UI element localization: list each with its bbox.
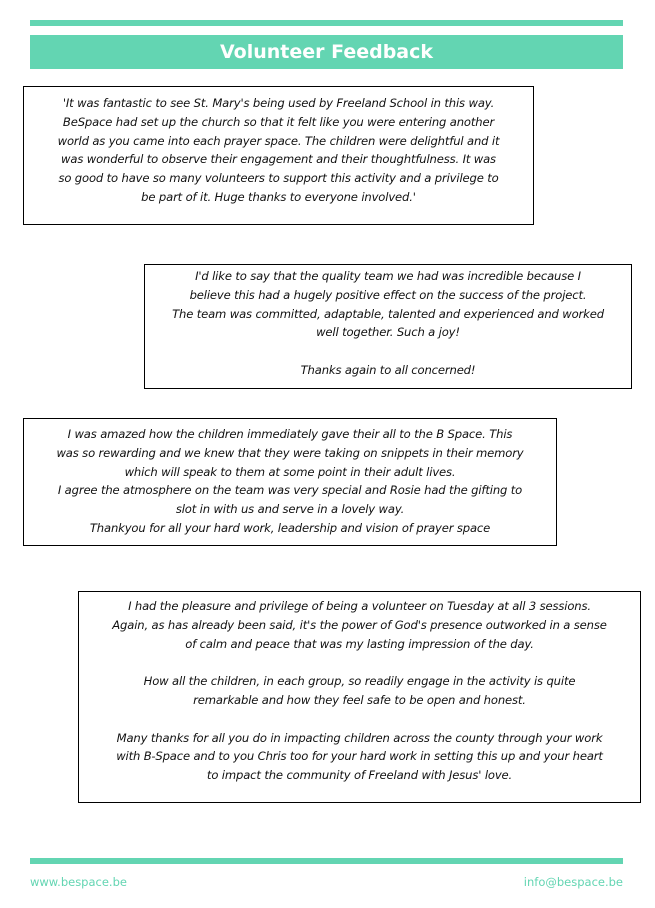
bottom-divider [30, 858, 623, 864]
quote-line: 'It was fantastic to see St. Mary's being used by Freeland School in this way. [62, 96, 495, 110]
website-link[interactable]: www.bespace.be [30, 875, 127, 889]
quote-line: remarkable and how they feel safe to be open and honest. [193, 692, 526, 707]
quote-line: I was amazed how the children immediately gave their all to the B Space. This [67, 427, 513, 441]
quote-line: to impact the community of Freeland with Jesus' love. [206, 768, 513, 783]
quote-line: believe this had a hugely positive effect on the success of the project. [189, 287, 587, 302]
quote-line: be part of it. Huge thanks to everyone involved.' [141, 189, 416, 204]
quote-line: slot in with us and serve in a lovely way. [175, 502, 405, 517]
feedback-quote-4 [78, 591, 641, 803]
quote-spacer [79, 710, 640, 729]
feedback-quote-1 [23, 86, 534, 225]
quote-line: was so rewarding and we knew that they were taking on snippets in their memory [56, 445, 524, 460]
quote-line: Thanks again to all concerned! [300, 362, 476, 377]
quote-line: which will speak to them at some point in their adult lives. [124, 464, 456, 479]
quote-line: of calm and peace that was my lasting impression of the day. [185, 636, 534, 651]
top-divider [30, 20, 623, 26]
quote-line: I agree the atmosphere on the team was very special and Rosie had the gifting to [57, 483, 523, 498]
quote-line: Many thanks for all you do in impacting children across the county through your work [116, 730, 603, 745]
quote-line: world as you came into each prayer space. The children were delightful and it [57, 133, 500, 148]
quote-line: Thankyou for all your hard work, leadership and vision of prayer space [89, 520, 491, 535]
quote-spacer [145, 342, 631, 361]
email-link[interactable]: info@bespace.be [523, 875, 623, 889]
feedback-quote-3 [23, 418, 557, 546]
feedback-quote-2 [144, 264, 632, 389]
quote-line: Again, as has already been said, it's the power of God's presence outworked in a sense [112, 617, 607, 632]
page-title: Volunteer Feedback [30, 35, 623, 69]
quote-spacer [79, 653, 640, 672]
quote-line: I had the pleasure and privilege of being a volunteer on Tuesday at all 3 sessions. [128, 599, 591, 613]
quote-line: with B-Space and to you Chris too for your hard work in setting this up and your heart [116, 749, 603, 764]
quote-line: I'd like to say that the quality team we had was incredible because I [195, 269, 581, 283]
quote-line: so good to have so many volunteers to support this activity and a privilege to [58, 171, 499, 186]
quote-line: How all the children, in each group, so readily engage in the activity is quite [143, 674, 576, 689]
quote-line: BeSpace had set up the church so that it felt like you were entering another [62, 114, 495, 129]
quote-line: well together. Such a joy! [316, 325, 460, 340]
quote-line: was wonderful to observe their engagement and their thoughtfulness. It was [61, 152, 496, 167]
quote-line: The team was committed, adaptable, talented and experienced and worked [172, 306, 604, 321]
